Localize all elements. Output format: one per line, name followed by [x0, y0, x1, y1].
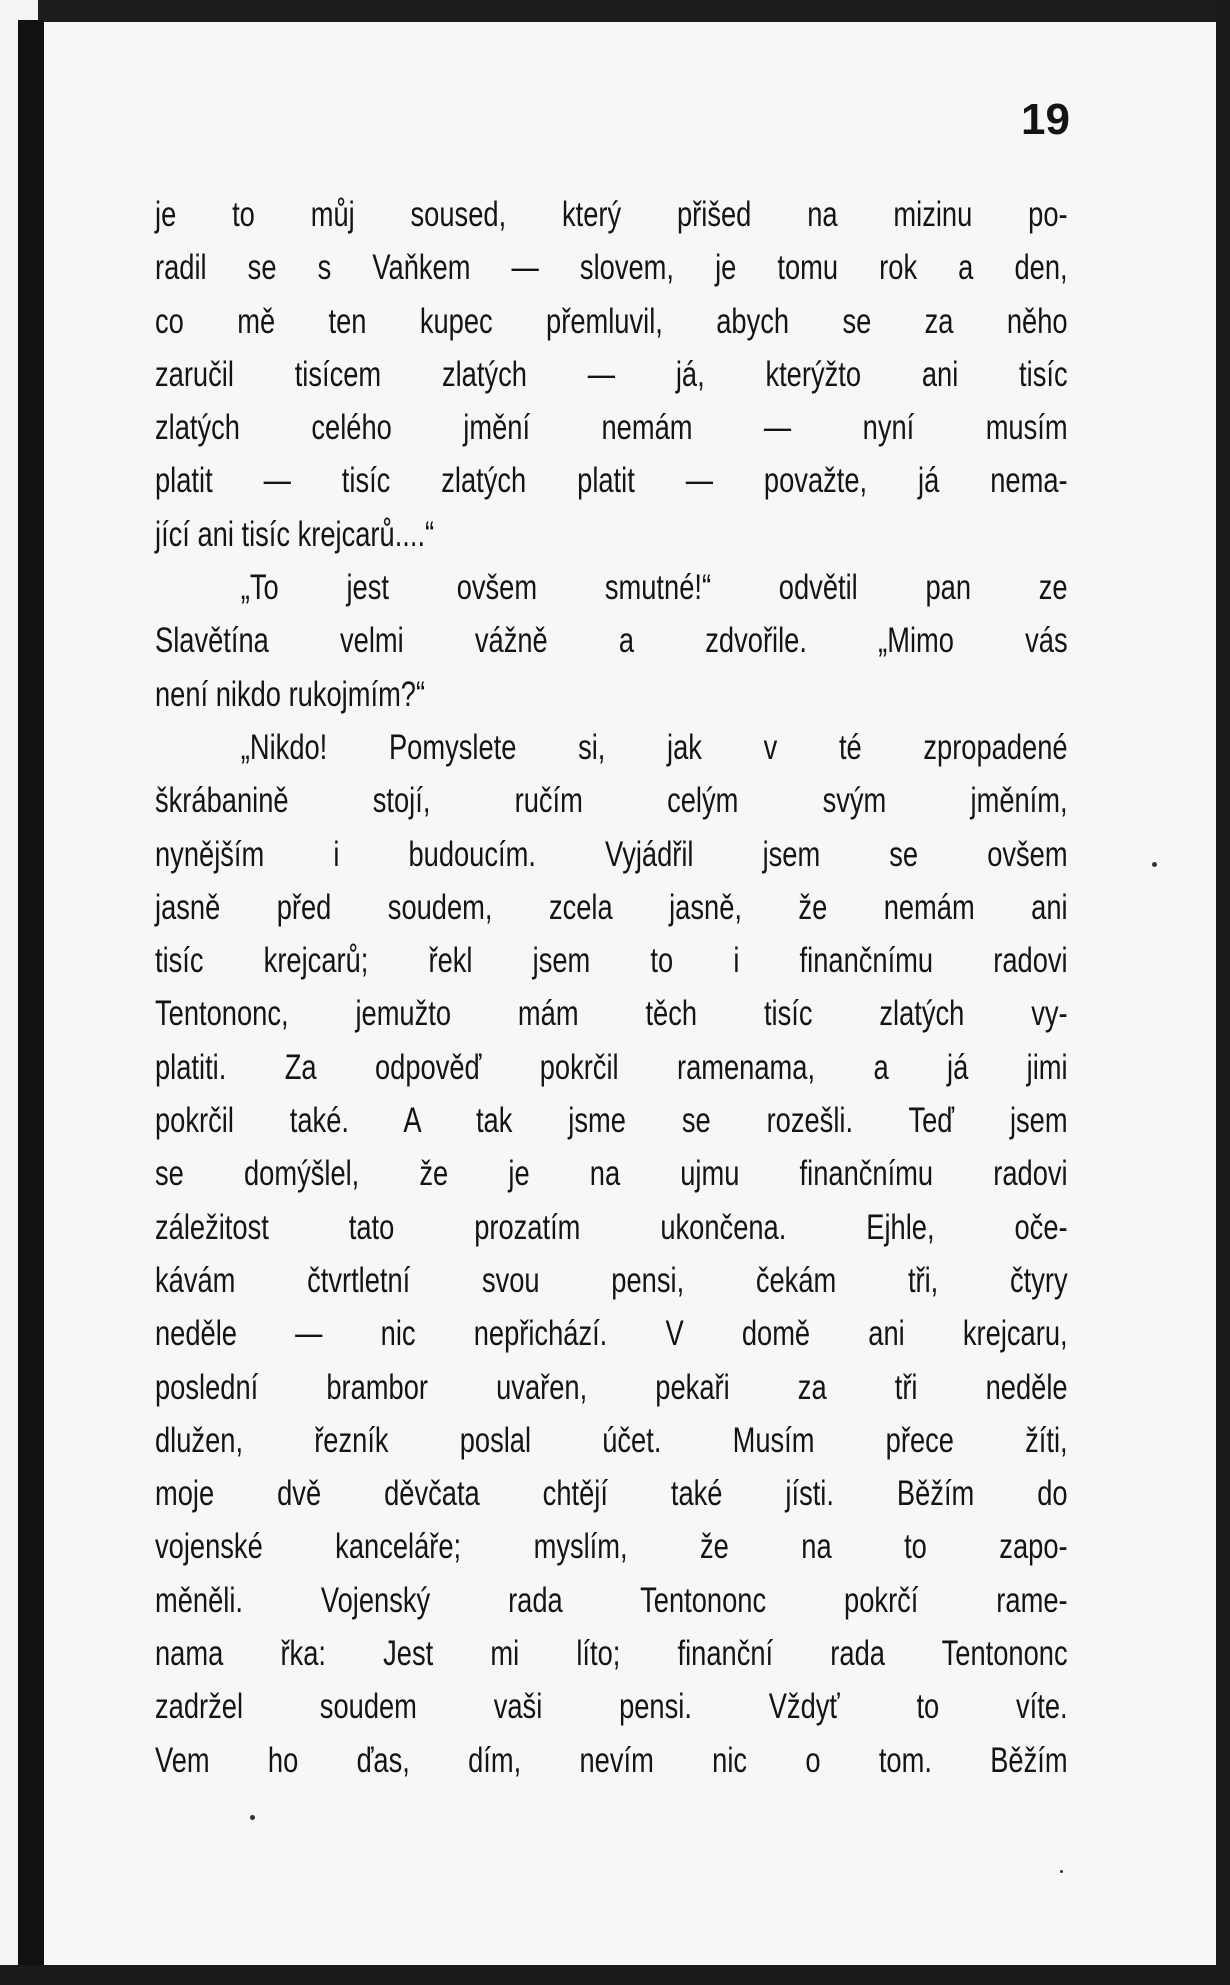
text-line: neděle — nic nepřichází. V domě ani krejcaru, — [155, 1314, 1068, 1354]
text-line: záležitost tato prozatím ukončena. Ejhle, oče- — [155, 1207, 1068, 1247]
text-line: zadržel soudem vaši pensi. Vždyť to víte. — [155, 1687, 1068, 1727]
text-line: vojenské kanceláře; myslím, že na to zapo- — [155, 1527, 1068, 1567]
text-line: pokrčil také. A tak jsme se rozešli. Teď jsem — [155, 1101, 1068, 1141]
scan-speck — [250, 1815, 255, 1820]
text-line: měněli. Vojenský rada Tentononc pokrčí rame- — [155, 1580, 1068, 1620]
text-line: Vem ho ďas, dím, nevím nic o tom. Běžím — [155, 1740, 1068, 1780]
text-line: zlatých celého jmění nemám — nyní musím — [155, 408, 1068, 448]
text-line: není nikdo rukojmím?“ — [155, 674, 426, 714]
text-line: platit — tisíc zlatých platit — považte, já nema- — [155, 461, 1068, 501]
scan-border-bottom — [0, 1965, 1230, 1985]
text-line: Slavětína velmi vážně a zdvořile. „Mimo vás — [155, 621, 1068, 661]
text-line: radil se s Vaňkem — slovem, je tomu rok a den, — [155, 248, 1068, 288]
text-line: poslední brambor uvařen, pekaři za tři neděle — [155, 1367, 1068, 1407]
scan-speck — [1060, 1870, 1063, 1873]
text-line: moje dvě děvčata chtějí také jísti. Běžím do — [155, 1474, 1068, 1514]
text-line: kávám čtvrtletní svou pensi, čekám tři, čtyry — [155, 1260, 1068, 1300]
scan-speck — [1152, 862, 1157, 867]
body-text — [155, 188, 1068, 1787]
text-line: co mě ten kupec přemluvil, abych se za něho — [155, 301, 1068, 341]
text-line: jící ani tisíc krejcarů....“ — [155, 514, 435, 554]
text-line: se domýšlel, že je na ujmu finančnímu radovi — [155, 1154, 1068, 1194]
text-line: tisíc krejcarů; řekl jsem to i finančnímu radovi — [155, 941, 1068, 981]
text-line: zaručil tisícem zlatých — já, kterýžto ani tisíc — [155, 354, 1068, 394]
text-line: nynějším i budoucím. Vyjádřil jsem se ovšem — [155, 834, 1068, 874]
page-number: 19 — [1021, 95, 1070, 144]
book-spine-edge — [18, 20, 44, 1965]
text-line: platiti. Za odpověď pokrčil ramenama, a já jimi — [155, 1047, 1068, 1087]
text-line: nama řka: Jest mi líto; finanční rada Tentononc — [155, 1634, 1068, 1674]
text-line: jasně před soudem, zcela jasně, že nemám ani — [155, 887, 1068, 927]
text-line: škrábanině stojí, ručím celým svým jměním, — [155, 781, 1068, 821]
text-line: je to můj soused, který přišed na mizinu po- — [155, 195, 1068, 234]
text-line: dlužen, řezník poslal účet. Musím přece žíti, — [155, 1420, 1068, 1460]
scan-border-right — [1216, 0, 1230, 1985]
text-line: „Nikdo! Pomyslete si, jak v té zpropadené — [240, 727, 1068, 767]
text-line: „To jest ovšem smutné!“ odvětil pan ze — [240, 568, 1068, 608]
scan-border-top — [0, 0, 1230, 22]
text-line: Tentononc, jemužto mám těch tisíc zlatých vy- — [155, 994, 1068, 1034]
